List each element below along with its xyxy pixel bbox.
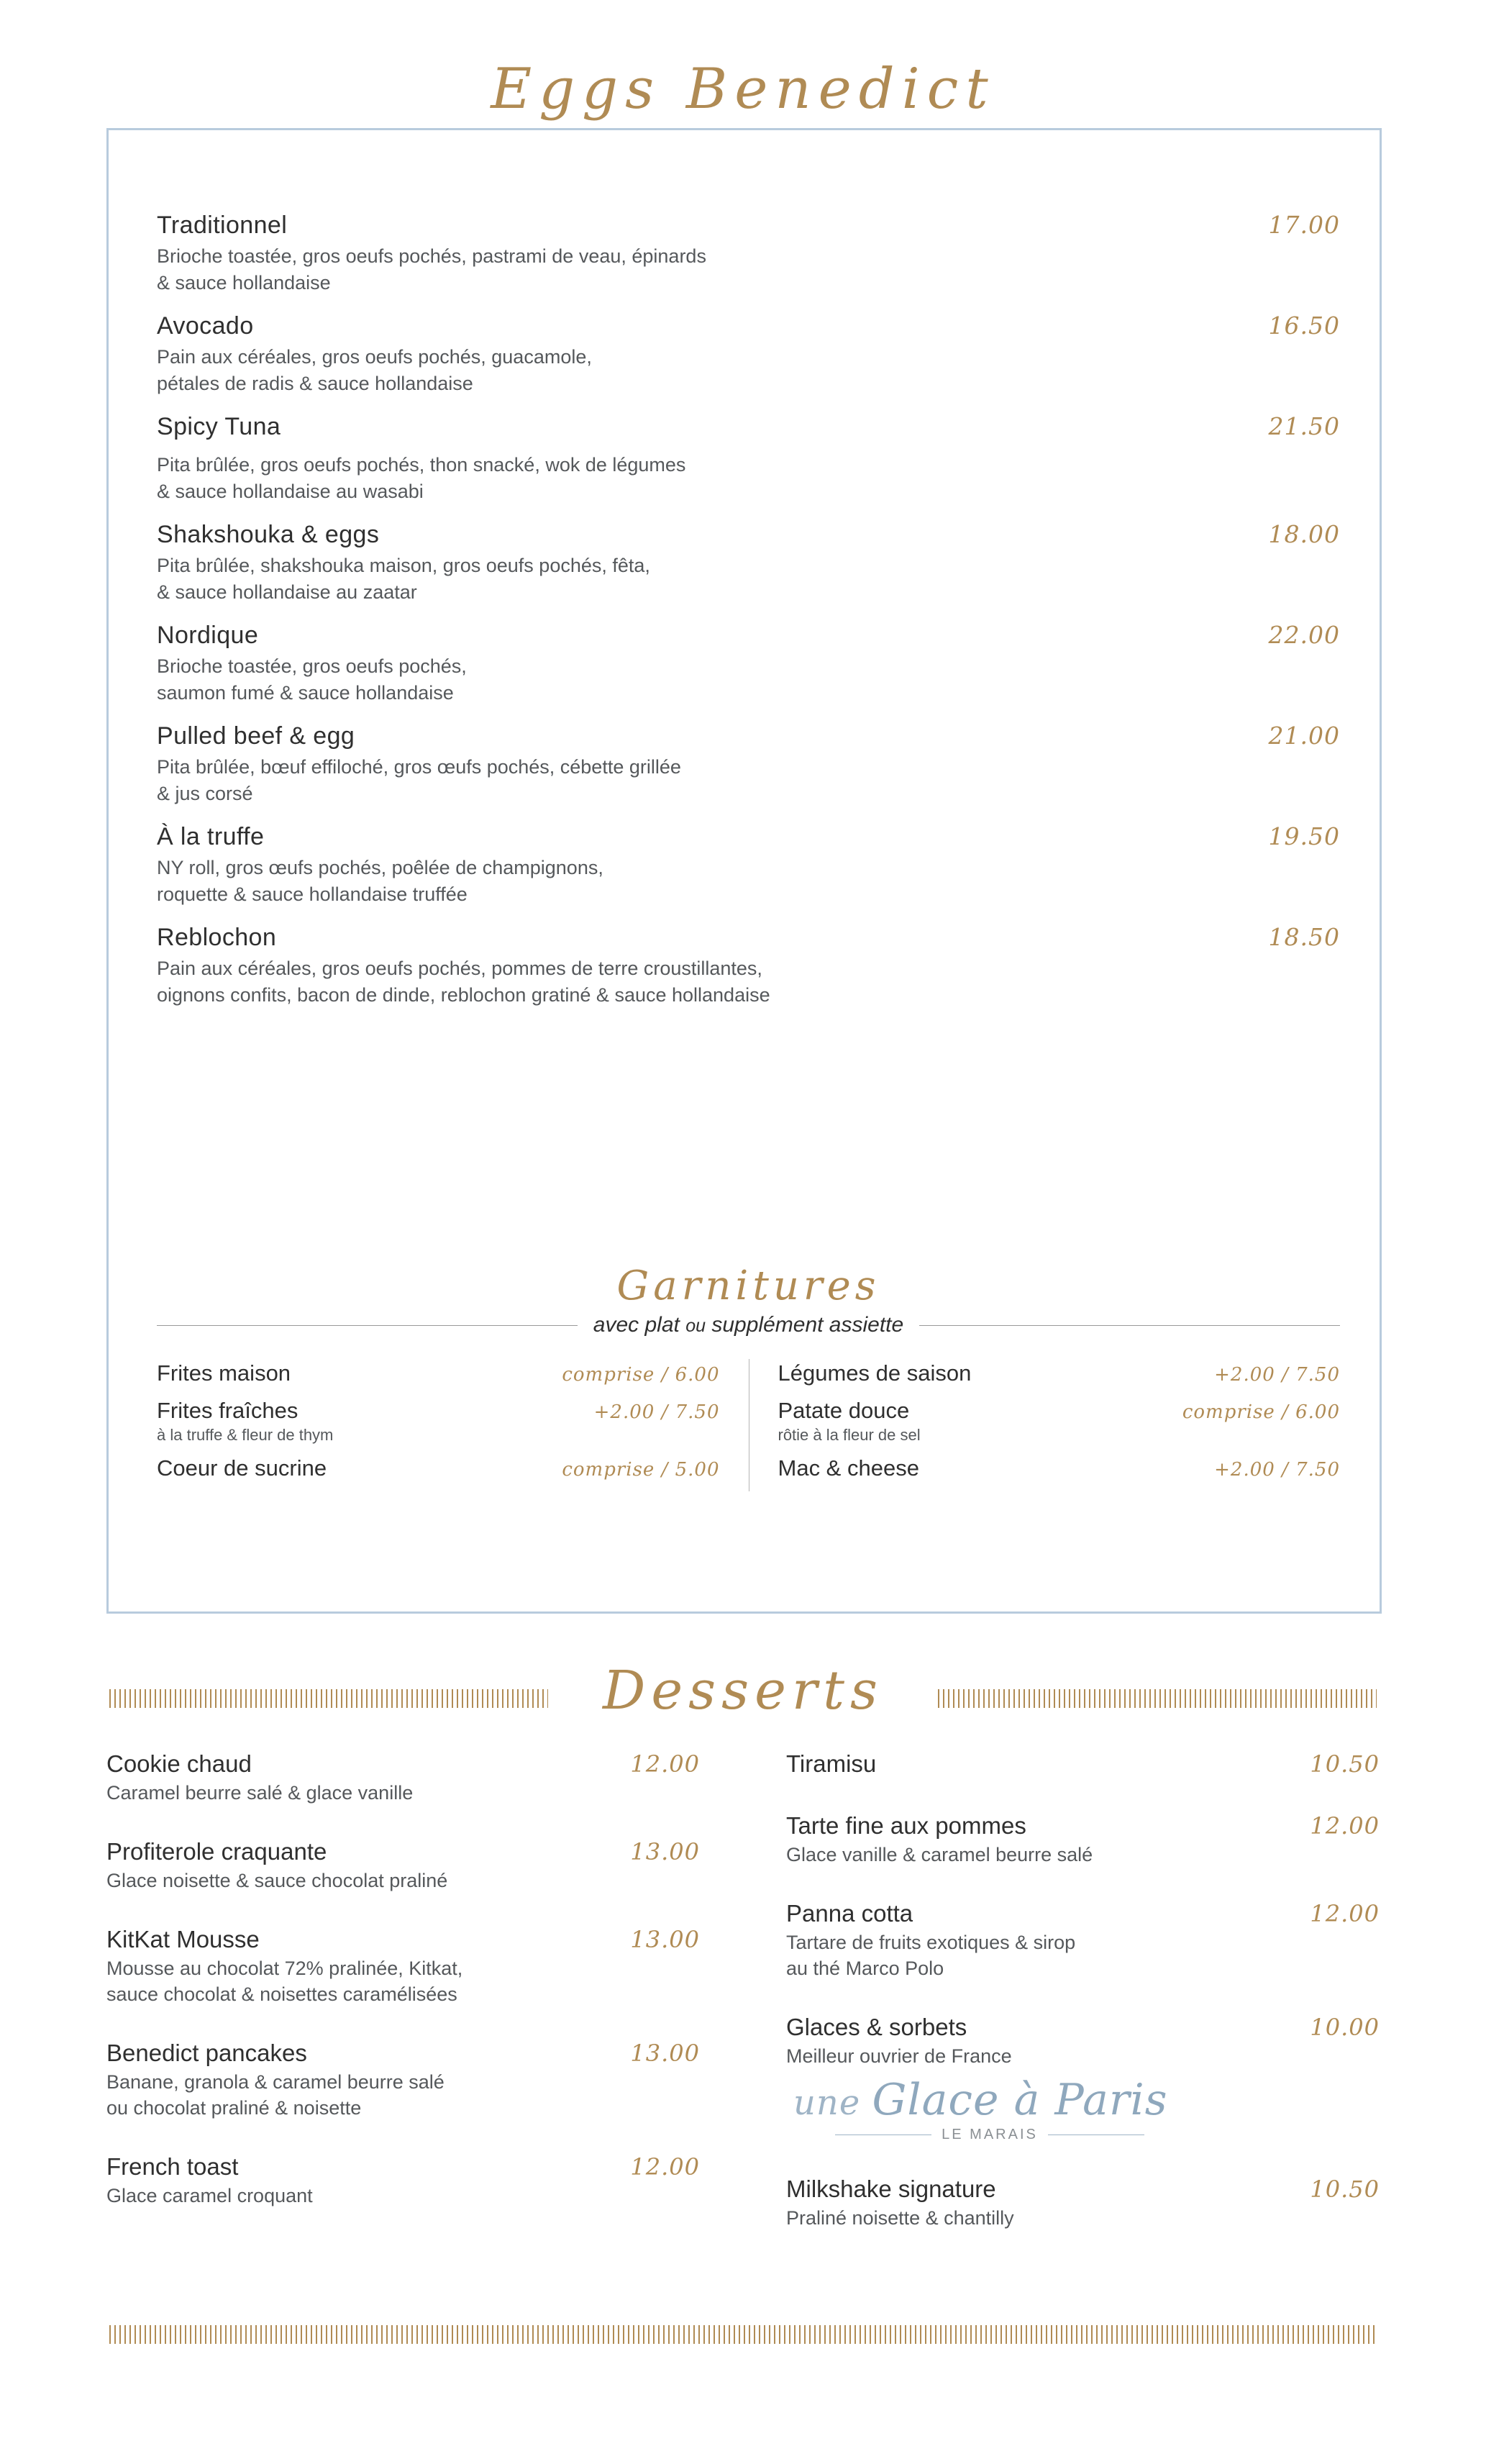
dessert-description-line: Mousse au chocolat 72% pralinée, Kitkat, (106, 1958, 463, 1979)
menu-item-description (157, 452, 1178, 505)
menu-item-price: 18.50 (1268, 923, 1340, 951)
garnitures-columns (157, 1359, 1340, 1491)
menu-item-description-line: oignons confits, bacon de dinde, reblochon gratiné & sauce hollandaise (157, 984, 770, 1006)
dessert-name: Tarte fine aux pommes (786, 1812, 1026, 1839)
dessert-item (786, 1810, 1380, 1868)
dessert-item (786, 1748, 1380, 1780)
dessert-item-header (786, 2173, 1380, 2205)
garniture-text (778, 1454, 919, 1483)
glace-a-paris-logo (786, 2075, 1380, 2143)
garnitures-title: Garnitures (616, 1263, 880, 1309)
dessert-item (106, 2037, 700, 2121)
dessert-description (786, 1929, 1380, 1981)
dessert-name: French toast (106, 2153, 239, 2180)
garnitures-subtitle (578, 1313, 919, 1337)
garniture-price: comprise / 6.00 (1182, 1401, 1340, 1423)
menu-item-header (157, 719, 1340, 753)
menu-item-description-line: Pita brûlée, bœuf effiloché, gros œufs pochés, cébette grillée (157, 756, 681, 778)
dessert-name: Profiterole craquante (106, 1838, 327, 1865)
garniture-text (778, 1396, 921, 1445)
menu-item-description-line: saumon fumé & sauce hollandaise (157, 682, 454, 704)
menu-item (157, 309, 1340, 397)
dessert-description-line: Glace caramel croquant (106, 2185, 313, 2206)
desserts-columns (106, 1748, 1380, 2261)
dessert-name: Benedict pancakes (106, 2040, 307, 2066)
dessert-description-line: Caramel beurre salé & glace vanille (106, 1782, 414, 1804)
menu-item-price: 22.00 (1268, 621, 1340, 649)
dessert-name: Glaces & sorbets (786, 2014, 967, 2040)
garniture-price: +2.00 / 7.50 (593, 1401, 720, 1423)
garniture-item (157, 1359, 720, 1388)
menu-item-name: Pulled beef & egg (157, 722, 355, 750)
menu-item-header (157, 820, 1340, 853)
menu-item-description-line: Pain aux céréales, gros oeufs pochés, guacamole, (157, 346, 592, 368)
dessert-price: 13.00 (630, 1926, 700, 1953)
dessert-description-line: Meilleur ouvrier de France (786, 2045, 1012, 2067)
garniture-price: +2.00 / 7.50 (1214, 1364, 1340, 1386)
menu-item-header (157, 410, 1340, 443)
dessert-item (786, 2011, 1380, 2143)
dessert-price: 12.00 (1310, 1900, 1380, 1927)
dessert-name: Milkshake signature (786, 2176, 996, 2202)
dessert-description-line: Banane, granola & caramel beurre salé (106, 2071, 445, 2093)
garniture-note: rôtie à la fleur de sel (778, 1426, 921, 1444)
dessert-price: 12.00 (630, 1750, 700, 1778)
garniture-text (778, 1359, 972, 1388)
dessert-item (106, 1836, 700, 1894)
menu-item-description-line: Brioche toastée, gros oeufs pochés, (157, 655, 467, 677)
eggs-benedict-title-container (0, 56, 1486, 122)
garniture-item (778, 1454, 1341, 1483)
glace-logo-sub-row (835, 2127, 1144, 2143)
menu-item-header (157, 209, 1340, 242)
menu-item-name: Reblochon (157, 924, 277, 951)
dessert-price: 12.00 (630, 2153, 700, 2181)
menu-item-price: 19.50 (1268, 822, 1340, 850)
menu-item (157, 820, 1340, 908)
glace-logo-main: Glace à Paris (872, 2075, 1168, 2125)
dessert-price: 13.00 (630, 2040, 700, 2067)
dessert-description-line: sauce chocolat & noisettes caramélisées (106, 1983, 457, 2005)
garniture-text (157, 1396, 333, 1445)
dessert-description (106, 2069, 700, 2121)
menu-item (157, 719, 1340, 807)
menu-item-price: 17.00 (1268, 211, 1340, 239)
desserts-column-right (743, 1748, 1380, 2261)
dessert-price: 12.00 (1310, 1812, 1380, 1840)
garniture-text (157, 1359, 291, 1388)
menu-item-description (157, 344, 1178, 397)
dessert-description (786, 2043, 1380, 2069)
dessert-description-line: Glace noisette & sauce chocolat praliné (106, 1870, 448, 1891)
dessert-item-header (786, 1898, 1380, 1929)
menu-item-name: Spicy Tuna (157, 413, 281, 440)
menu-item-price: 16.50 (1268, 312, 1340, 340)
menu-item-description (157, 553, 1178, 606)
dessert-item-header (106, 1924, 700, 1955)
hatched-rule-bottom (109, 2325, 1377, 2344)
garnitures-section (157, 1263, 1340, 1491)
dessert-description (786, 1842, 1380, 1868)
dessert-description (106, 1780, 700, 1806)
menu-item-description (157, 754, 1178, 807)
menu-item-name: Avocado (157, 312, 254, 340)
eggs-benedict-item-list (157, 209, 1340, 1022)
menu-item-header (157, 921, 1340, 954)
menu-item-description-line: & jus corsé (157, 783, 253, 804)
divider-left (157, 1325, 578, 1326)
dessert-item-header (786, 1810, 1380, 1842)
garniture-item (157, 1396, 720, 1445)
dessert-description-line: ou chocolat praliné & noisette (106, 2097, 362, 2119)
menu-item-price: 18.00 (1268, 520, 1340, 548)
dessert-item (106, 1748, 700, 1806)
dessert-price: 10.50 (1310, 2176, 1380, 2203)
garniture-price: +2.00 / 7.50 (1214, 1459, 1340, 1481)
garniture-name: Patate douce (778, 1398, 910, 1423)
menu-item-description-line: roquette & sauce hollandaise truffée (157, 883, 468, 905)
menu-item (157, 410, 1340, 505)
menu-item-description-line: Brioche toastée, gros oeufs pochés, pastrami de veau, épinards (157, 245, 706, 267)
menu-item (157, 209, 1340, 296)
garniture-price: comprise / 5.00 (562, 1459, 720, 1481)
menu-item-description (157, 855, 1178, 908)
menu-item-name: À la truffe (157, 823, 265, 850)
dessert-price: 13.00 (630, 1838, 700, 1865)
dessert-description (106, 2183, 700, 2209)
garniture-name: Frites fraîches (157, 1398, 298, 1423)
garnitures-subtitle-end: supplément assiette (711, 1313, 904, 1337)
menu-item-header (157, 619, 1340, 652)
menu-item-description-line: Pain aux céréales, gros oeufs pochés, pommes de terre croustillantes, (157, 958, 762, 979)
dessert-name: KitKat Mousse (106, 1926, 260, 1952)
dessert-description-line: au thé Marco Polo (786, 1958, 944, 1979)
menu-item-description-line: & sauce hollandaise au zaatar (157, 581, 417, 603)
dessert-price: 10.50 (1310, 1750, 1380, 1778)
desserts-header (0, 1655, 1486, 1741)
dessert-description-line: Tartare de fruits exotiques & sirop (786, 1932, 1076, 1953)
dessert-price: 10.00 (1310, 2014, 1380, 2041)
glace-logo-text (793, 2075, 1380, 2125)
dessert-item (786, 1898, 1380, 1981)
menu-item-description-line: & sauce hollandaise (157, 272, 331, 294)
menu-item-header (157, 518, 1340, 551)
menu-item-description-line: & sauce hollandaise au wasabi (157, 481, 424, 502)
garnitures-column-right (749, 1359, 1341, 1491)
menu-item-price: 21.50 (1268, 412, 1340, 440)
dessert-description (786, 2205, 1380, 2231)
dessert-description (106, 1868, 700, 1894)
garnitures-subtitle-main: avec plat (593, 1313, 680, 1337)
garniture-note: à la truffe & fleur de thym (157, 1426, 334, 1444)
garniture-name: Mac & cheese (778, 1455, 919, 1481)
menu-item-description-line: pétales de radis & sauce hollandaise (157, 373, 473, 394)
desserts-column-left (106, 1748, 743, 2261)
page-title: Eggs Benedict (460, 56, 1025, 122)
dessert-item-header (106, 1836, 700, 1868)
dessert-item-header (106, 1748, 700, 1780)
dessert-name: Tiramisu (786, 1750, 877, 1777)
divider-right (919, 1325, 1340, 1326)
menu-item-header (157, 309, 1340, 342)
dessert-description-line: Praliné noisette & chantilly (786, 2207, 1014, 2229)
menu-item-description-line: Pita brûlée, shakshouka maison, gros oeufs pochés, fêta, (157, 555, 650, 576)
menu-item (157, 619, 1340, 706)
dessert-item (106, 1924, 700, 2007)
dessert-name: Panna cotta (786, 1900, 913, 1927)
menu-item (157, 921, 1340, 1009)
menu-item (157, 518, 1340, 606)
menu-item-name: Traditionnel (157, 212, 288, 239)
menu-item-name: Shakshouka & eggs (157, 521, 380, 548)
dessert-item-header (106, 2037, 700, 2069)
desserts-title: Desserts (603, 1660, 883, 1722)
dessert-name: Cookie chaud (106, 1750, 252, 1777)
menu-item-description (157, 955, 1178, 1009)
garniture-item (778, 1396, 1341, 1445)
garniture-item (157, 1454, 720, 1483)
menu-item-description-line: NY roll, gros œufs pochés, poêlée de champignons, (157, 857, 603, 878)
garniture-name: Frites maison (157, 1360, 291, 1386)
garnitures-subtitle-row (157, 1313, 1340, 1337)
menu-item-description (157, 653, 1178, 706)
dessert-description-line: Glace vanille & caramel beurre salé (786, 1844, 1093, 1865)
garniture-name: Coeur de sucrine (157, 1455, 327, 1481)
dessert-item (106, 2151, 700, 2209)
menu-item-name: Nordique (157, 622, 259, 649)
garniture-item (778, 1359, 1341, 1388)
garnitures-subtitle-conjunction: ou (685, 1316, 706, 1336)
dessert-item-header (106, 2151, 700, 2183)
menu-item-price: 21.00 (1268, 722, 1340, 750)
dessert-description (106, 1955, 700, 2007)
garnitures-column-left (157, 1359, 749, 1491)
dessert-item (786, 2173, 1380, 2231)
glace-logo-sub: LE MARAIS (942, 2127, 1038, 2142)
garniture-price: comprise / 6.00 (562, 1364, 720, 1386)
garniture-name: Légumes de saison (778, 1360, 972, 1386)
garniture-text (157, 1454, 327, 1483)
dessert-item-header (786, 1748, 1380, 1780)
dessert-item-header (786, 2011, 1380, 2043)
glace-logo-prefix: une (793, 2083, 861, 2123)
menu-item-description (157, 243, 1178, 296)
menu-item-description-line: Pita brûlée, gros oeufs pochés, thon snacké, wok de légumes (157, 454, 686, 476)
